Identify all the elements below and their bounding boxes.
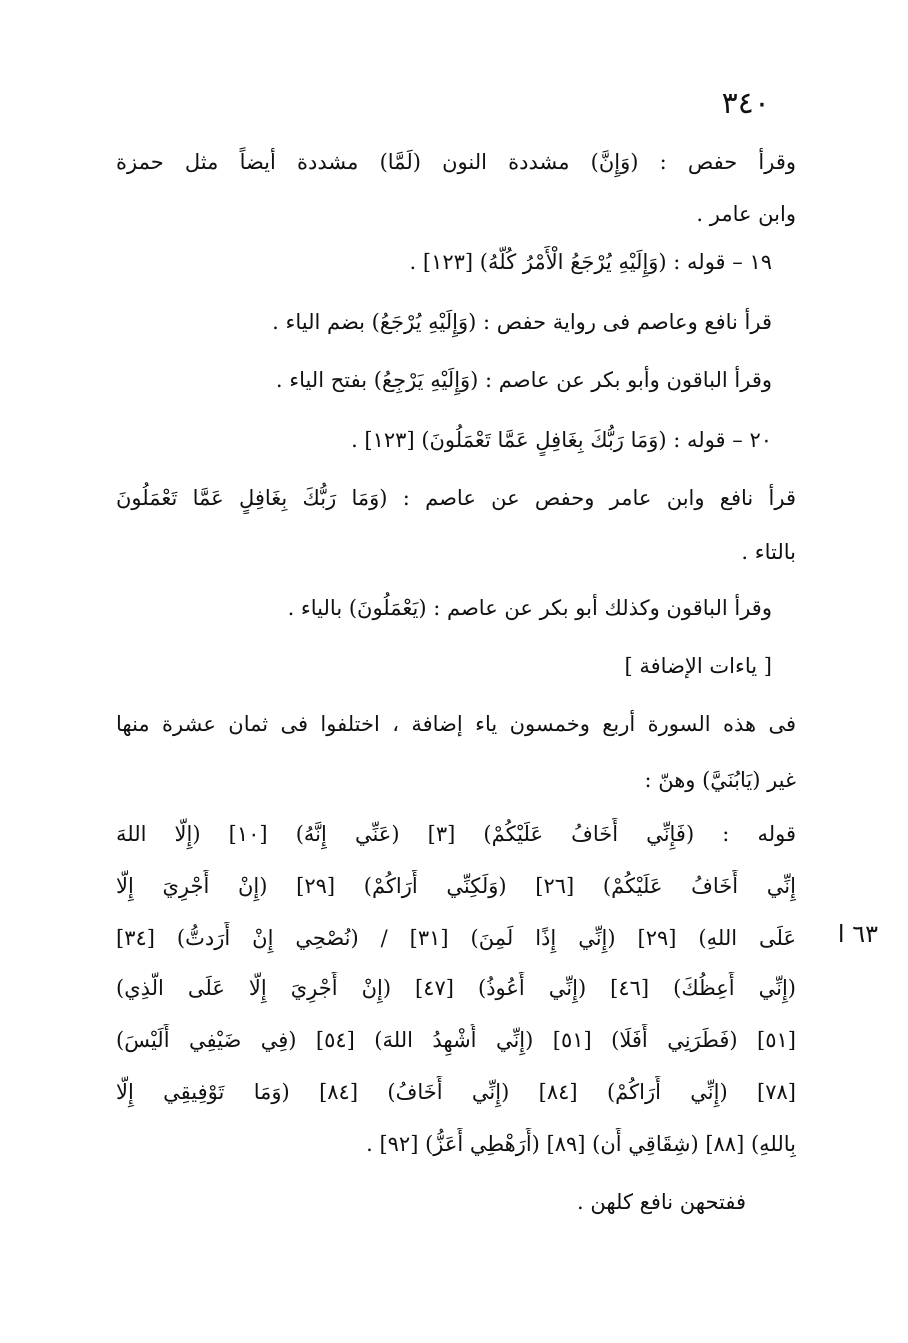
text-line-8: بالتاء . <box>741 540 796 564</box>
text-line-4: قرأ نافع وعاصم فى رواية حفص : (وَإِلَيْهِ يُرْجَعُ) بضم الياء . <box>272 310 772 334</box>
text-line-3: ١٩ – قوله : (وَإِلَيْهِ يُرْجَعُ الْأَمْرُ كُلُّهُ) [١٢٣] . <box>409 250 772 274</box>
section-heading: [ ياءات الإضافة ] <box>624 654 772 678</box>
text-line-17: [٥١] (فَطَرَنِي أَفَلَا) [٥١] (إِنِّي أُشْهِدُ اللهَ) [٥٤] (فِي ضَيْفِي أَلَيْسَ) <box>116 1028 796 1052</box>
text-line-18: [٧٨] (إِنِّي أَرَاكُمْ) [٨٤] (إِنِّي أَخَافُ) [٨٤] (وَمَا تَوْفِيقِي إِلَّا <box>116 1080 796 1104</box>
text-line-11: فى هذه السورة أربع وخمسون ياء إضافة ، اختلفوا فى ثمان عشرة منها <box>116 712 796 736</box>
margin-note: ٦٣ ا <box>837 920 878 948</box>
text-line-15: عَلَى اللهِ) [٢٩] (إِنِّي إِذًا لَمِنَ) [٣١] / (نُصْحِي إِنْ أَرَدتُّ) [٣٤] <box>116 926 796 950</box>
text-line-12: غير (يَابُنَيَّ) وهنّ : <box>644 768 796 792</box>
text-line-7: قرأ نافع وابن عامر وحفص عن عاصم : (وَمَا رَبُّكَ بِغَافِلٍ عَمَّا تَعْمَلُونَ <box>116 486 796 510</box>
text-line-6: ٢٠ – قوله : (وَمَا رَبُّكَ بِغَافِلٍ عَمَّا تَعْمَلُونَ) [١٢٣] . <box>351 428 772 452</box>
text-line-9: وقرأ الباقون وكذلك أبو بكر عن عاصم : (يَعْمَلُونَ) بالياء . <box>287 596 772 620</box>
text-line-13: قوله : (فَإِنِّي أَخَافُ عَلَيْكُمْ) [٣] (عَنِّي إِنَّهُ) [١٠] (إِلَّا اللهَ <box>116 822 796 846</box>
text-line-16: (إِنِّي أَعِظُكَ) [٤٦] (إِنِّي أَعُوذُ) [٤٧] (إِنْ أَجْرِيَ إِلَّا عَلَى الَّذِي) <box>116 976 796 1000</box>
text-line-19: بِاللهِ) [٨٨] (شِقَاقِي أَن) [٨٩] (أَرَهْطِي أَعَزُّ) [٩٢] . <box>366 1132 796 1156</box>
text-line-14: إِنِّي أَخَافُ عَلَيْكُمْ) [٢٦] (وَلَكِنِّي أَرَاكُمْ) [٢٩] (إِنْ أَجْرِيَ إِلَّا <box>116 874 796 898</box>
page-number: ٣٤٠ <box>721 86 770 121</box>
text-line-1: وقرأ حفص : (وَإِنَّ) مشددة النون (لَمَّا) مشددة أيضاً مثل حمزة <box>116 150 796 174</box>
text-line-20: ففتحهن نافع كلهن . <box>577 1190 746 1214</box>
text-line-2: وابن عامر . <box>696 202 796 226</box>
text-line-5: وقرأ الباقون وأبو بكر عن عاصم : (وَإِلَيْهِ يَرْجِعُ) بفتح الياء . <box>275 368 772 392</box>
